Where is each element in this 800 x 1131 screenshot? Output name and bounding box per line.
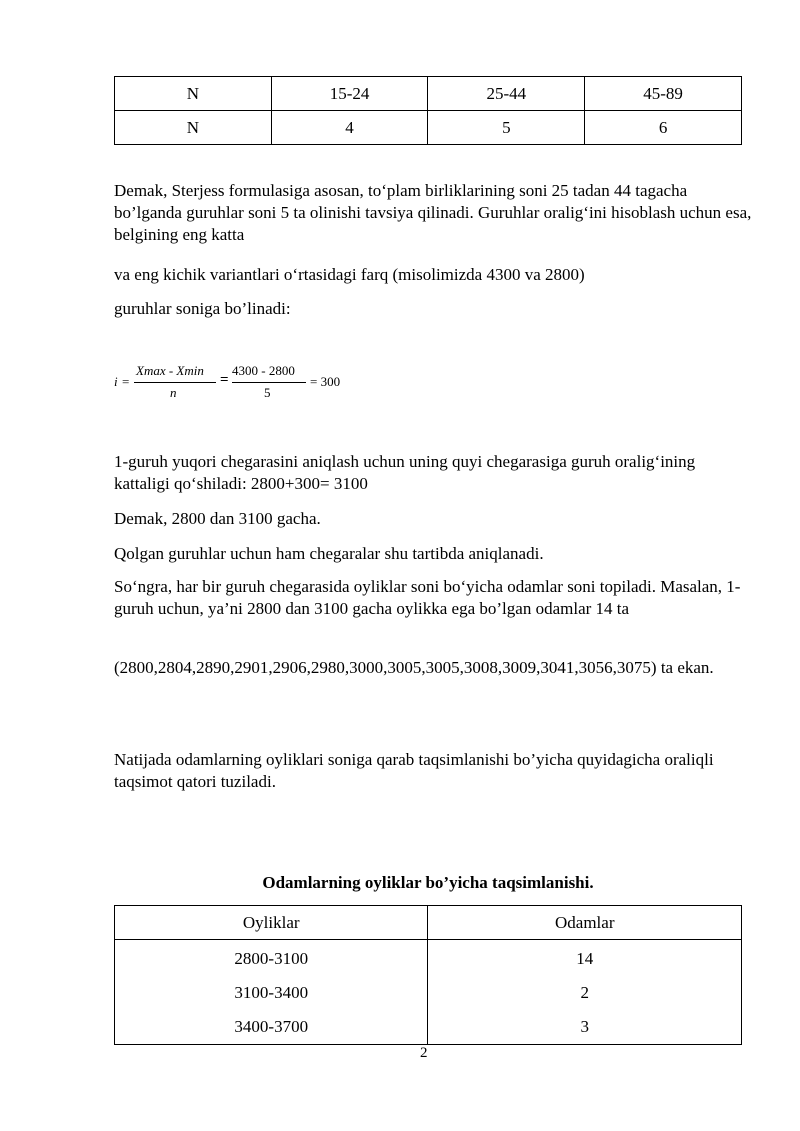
- paragraph-divide: guruhlar soniga bo’linadi:: [114, 299, 291, 318]
- group-size-table: [114, 76, 742, 145]
- table-cell: N: [115, 77, 272, 111]
- column-header-oyliklar: Oyliklar: [115, 906, 428, 940]
- fraction-bar: [134, 382, 216, 383]
- paragraph-remaining-groups: Qolgan guruhlar uchun ham chegaralar shu tartibda aniqlanadi.: [114, 544, 544, 563]
- table-header-row: [115, 906, 742, 940]
- paragraph-count-example: So‘ngra, har bir guruh chegarasida oyliklar soni bo‘yicha odamlar soni topiladi. Masalan, 1-guruh uchun, ya’ni 2800 dan 3100 gacha oylikka ega bo’lgan odamlar 14 ta: [114, 577, 741, 618]
- paragraph-variants: va eng kichik variantlari o‘rtasidagi farq (misolimizda 4300 va 2800): [114, 265, 585, 284]
- table-cell: 5: [428, 111, 585, 145]
- formula-numerator-values: 4300 - 2800: [232, 363, 295, 378]
- oyliklar-value: 3400-3700: [234, 1017, 309, 1036]
- table-cell: 15-24: [271, 77, 428, 111]
- table-cell: 25-44: [428, 77, 585, 111]
- table-caption: Odamlarning oyliklar bo’yicha taqsimlanishi.: [262, 873, 594, 892]
- interval-formula: [114, 362, 374, 406]
- paragraph-sterjess: Demak, Sterjess formulasiga asosan, to‘plam birliklarining soni 25 tadan 44 tagacha bo’lganda guruhlar soni 5 ta olinishi tavsiya qilinadi. Guruhlar oralig‘ini hisoblash uchun esa, belgining eng katta: [114, 181, 752, 244]
- paragraph-upper-bound: 1-guruh yuqori chegarasini aniqlash uchun uning quyi chegarasiga guruh oralig‘ining kattaligi qo‘shiladi: 2800+300= 3100: [114, 452, 696, 493]
- table-cell: 4: [271, 111, 428, 145]
- odamlar-value: 3: [580, 1017, 589, 1036]
- formula-numerator: Xmax - Xmin: [136, 363, 204, 378]
- odamlar-value: 2: [580, 983, 589, 1002]
- table-cell: 45-89: [585, 77, 742, 111]
- formula-equals: =: [220, 372, 229, 388]
- table-row: [115, 77, 742, 111]
- paragraph-range: Demak, 2800 dan 3100 gacha.: [114, 509, 321, 528]
- oyliklar-cell: [115, 940, 428, 1045]
- table-row: [115, 111, 742, 145]
- odamlar-cell: [428, 940, 742, 1045]
- oyliklar-value: 2800-3100: [234, 949, 309, 968]
- column-header-odamlar: Odamlar: [428, 906, 742, 940]
- formula-equals: =: [122, 374, 130, 389]
- formula-denominator: n: [170, 385, 177, 400]
- page-number: 2: [420, 1045, 428, 1061]
- oyliklar-value: 3100-3400: [234, 983, 309, 1002]
- table-cell: N: [115, 111, 272, 145]
- formula-denominator-value: 5: [264, 385, 271, 400]
- salary-distribution-table: [114, 905, 742, 1045]
- table-cell: 6: [585, 111, 742, 145]
- odamlar-value: 14: [576, 949, 594, 968]
- formula-result: = 300: [310, 374, 341, 389]
- formula-lhs: i: [114, 374, 118, 389]
- table-row: [115, 940, 742, 1045]
- fraction-bar: [232, 382, 306, 383]
- paragraph-values-list: (2800,2804,2890,2901,2906,2980,3000,3005,3005,3008,3009,3041,3056,3075) ta ekan.: [114, 658, 714, 677]
- paragraph-result: Natijada odamlarning oyliklari soniga qarab taqsimlanishi bo’yicha quyidagicha oraliqli taqsimot qatori tuziladi.: [114, 750, 714, 791]
